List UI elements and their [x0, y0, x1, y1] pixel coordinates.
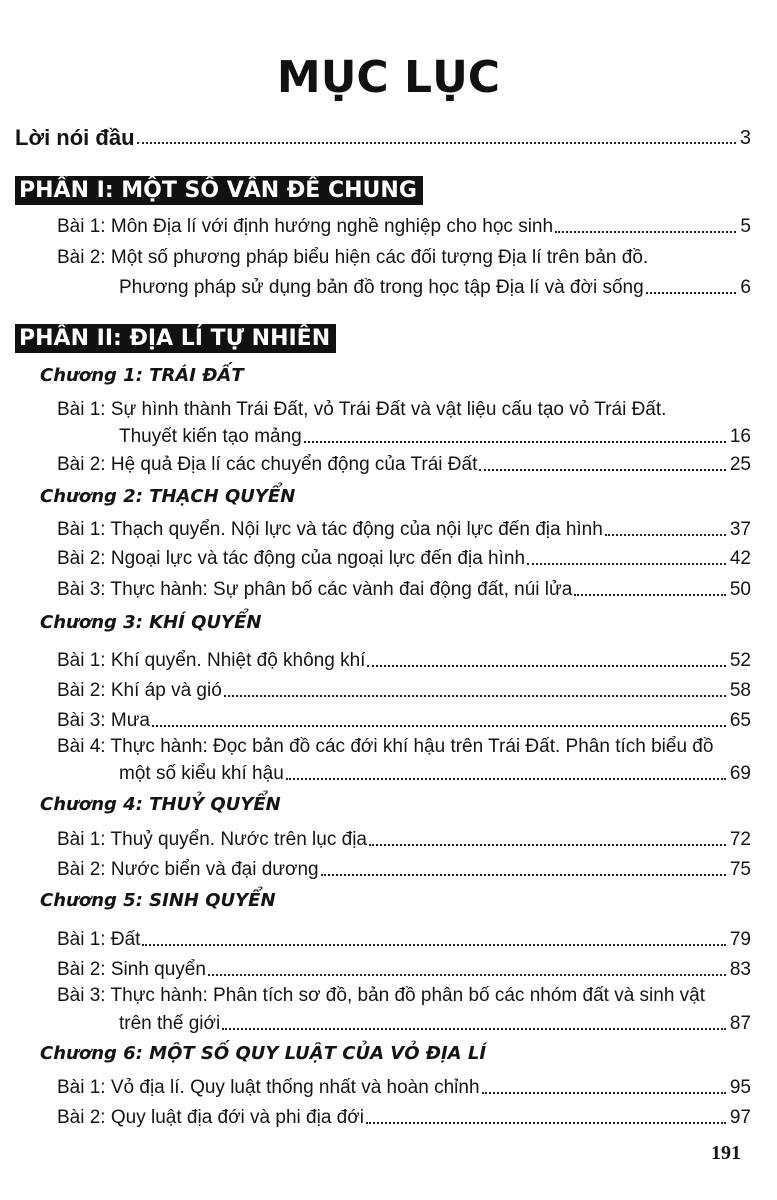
toc-entry-label-cont: trên thế giới: [119, 1013, 221, 1034]
page-number: 191: [711, 1142, 741, 1164]
toc-entry-page: 95: [729, 1077, 751, 1098]
toc-entry-page: 69: [729, 763, 751, 784]
leader-dots: [222, 1028, 726, 1030]
toc-entry[interactable]: [57, 707, 751, 733]
leader-dots: [482, 1092, 726, 1094]
toc-entry[interactable]: [57, 926, 751, 952]
toc-entry[interactable]: [119, 423, 751, 449]
toc-entry[interactable]: [57, 826, 751, 852]
toc-entry-label: Bài 2: Quy luật địa đới và phi địa đới: [57, 1107, 364, 1128]
toc-entry-page: 58: [729, 680, 751, 701]
toc-entry[interactable]: [57, 545, 751, 571]
toc-entry-label: Bài 4: Thực hành: Đọc bản đồ các đới khí hậu trên Trái Đất. Phân tích biểu đồ: [57, 736, 714, 757]
toc-entry-label: Bài 1: Sự hình thành Trái Đất, vỏ Trái Đất và vật liệu cấu tạo vỏ Trái Đất.: [57, 399, 667, 420]
toc-entry[interactable]: [119, 1010, 751, 1036]
toc-entry-label: Lời nói đầu: [15, 125, 135, 150]
toc-entry-label: Bài 1: Thuỷ quyển. Nước trên lục địa: [57, 829, 367, 850]
toc-entry-preface[interactable]: [15, 124, 751, 150]
leader-dots: [646, 292, 737, 294]
part-heading: PHẦN II: ĐỊA LÍ TỰ NHIÊN: [15, 324, 336, 353]
toc-entry-label-cont: Thuyết kiến tạo mảng: [119, 426, 302, 447]
leader-dots: [321, 874, 726, 876]
toc-entry[interactable]: [119, 760, 751, 786]
toc-entry-page: 97: [729, 1107, 751, 1128]
toc-entry[interactable]: [57, 647, 751, 673]
toc-entry-page: 37: [729, 519, 751, 540]
toc-entry-label: Bài 2: Hệ quả Địa lí các chuyển động của Trái Đất: [57, 454, 478, 475]
chapter-heading: Chương 5: SINH QUYỂN: [40, 890, 276, 911]
toc-entry-page: 72: [729, 829, 751, 850]
toc-entry-page: 65: [729, 710, 751, 731]
leader-dots: [369, 844, 726, 846]
toc-entry-page: 50: [729, 579, 751, 600]
toc-entry[interactable]: [57, 1074, 751, 1100]
toc-entry-page: 52: [729, 650, 751, 671]
toc-entry-page: 3: [739, 127, 751, 149]
toc-entry[interactable]: [57, 213, 751, 239]
toc-entry[interactable]: [57, 677, 751, 703]
toc-entry[interactable]: [57, 576, 751, 602]
toc-entry-page: 75: [729, 859, 751, 880]
leader-dots: [152, 725, 726, 727]
toc-entry[interactable]: [57, 956, 751, 982]
leader-dots: [367, 665, 725, 667]
toc-entry-label: Bài 2: Một số phương pháp biểu hiện các đối tượng Địa lí trên bản đồ.: [57, 247, 649, 268]
toc-entry-page: 25: [729, 454, 751, 475]
toc-entry-label: Bài 2: Nước biển và đại dương: [57, 859, 319, 880]
toc-entry-page: 5: [740, 216, 751, 237]
toc-entry-label: Bài 2: Khí áp và gió: [57, 680, 222, 701]
toc-entry-label: Bài 1: Môn Địa lí với định hướng nghề nghiệp cho học sinh: [57, 216, 554, 237]
leader-dots: [142, 944, 725, 946]
leader-dots: [555, 231, 736, 233]
toc-entry-label: Bài 1: Đất: [57, 929, 141, 950]
toc-entry-label-cont: một số kiểu khí hậu: [119, 763, 284, 784]
toc-entry[interactable]: [57, 856, 751, 882]
toc-entry-label: Bài 1: Thạch quyển. Nội lực và tác động của nội lực đến địa hình: [57, 519, 603, 540]
toc-entry-page: 79: [729, 929, 751, 950]
toc-entry-label-cont: Phương pháp sử dụng bản đồ trong học tập Địa lí và đời sống: [119, 277, 644, 298]
leader-dots: [137, 142, 736, 144]
leader-dots: [224, 695, 726, 697]
chapter-heading: Chương 4: THUỶ QUYỂN: [40, 794, 281, 815]
toc-entry-page: 42: [729, 548, 751, 569]
leader-dots: [366, 1122, 726, 1124]
toc-entry-label: Bài 3: Thực hành: Phân tích sơ đồ, bản đồ phân bố các nhóm đất và sinh vật: [57, 985, 706, 1006]
toc-entry-page: 16: [729, 426, 751, 447]
leader-dots: [208, 974, 726, 976]
leader-dots: [304, 441, 726, 443]
leader-dots: [286, 778, 726, 780]
chapter-heading: Chương 1: TRÁI ĐẤT: [40, 365, 244, 386]
toc-entry-label: Bài 1: Khí quyển. Nhiệt độ không khí: [57, 650, 366, 671]
toc-entry-page: 83: [729, 959, 751, 980]
toc-entry-label: Bài 3: Mưa: [57, 710, 150, 731]
page-title: MỤC LỤC: [276, 52, 501, 103]
chapter-heading: Chương 3: KHÍ QUYỂN: [40, 612, 262, 633]
leader-dots: [605, 534, 726, 536]
toc-entry-page: 6: [740, 277, 751, 298]
toc-entry-label: Bài 1: Vỏ địa lí. Quy luật thống nhất và hoàn chỉnh: [57, 1077, 480, 1098]
chapter-heading: Chương 2: THẠCH QUYỂN: [40, 486, 296, 507]
leader-dots: [527, 563, 726, 565]
toc-entry-label: Bài 2: Sinh quyển: [57, 959, 206, 980]
leader-dots: [479, 469, 726, 471]
toc-entry[interactable]: [57, 1104, 751, 1130]
toc-entry-label: Bài 2: Ngoại lực và tác động của ngoại lực đến địa hình: [57, 548, 526, 569]
toc-entry[interactable]: [57, 451, 751, 477]
toc-entry-label: Bài 3: Thực hành: Sự phân bố các vành đai động đất, núi lửa: [57, 579, 573, 600]
toc-entry[interactable]: [57, 516, 751, 542]
toc-entry-page: 87: [729, 1013, 751, 1034]
leader-dots: [574, 594, 726, 596]
chapter-heading: Chương 6: MỘT SỐ QUY LUẬT CỦA VỎ ĐỊA LÍ: [40, 1043, 487, 1064]
toc-entry[interactable]: [119, 274, 751, 300]
part-heading: PHẦN I: MỘT SỐ VẤN ĐỀ CHUNG: [15, 176, 423, 205]
